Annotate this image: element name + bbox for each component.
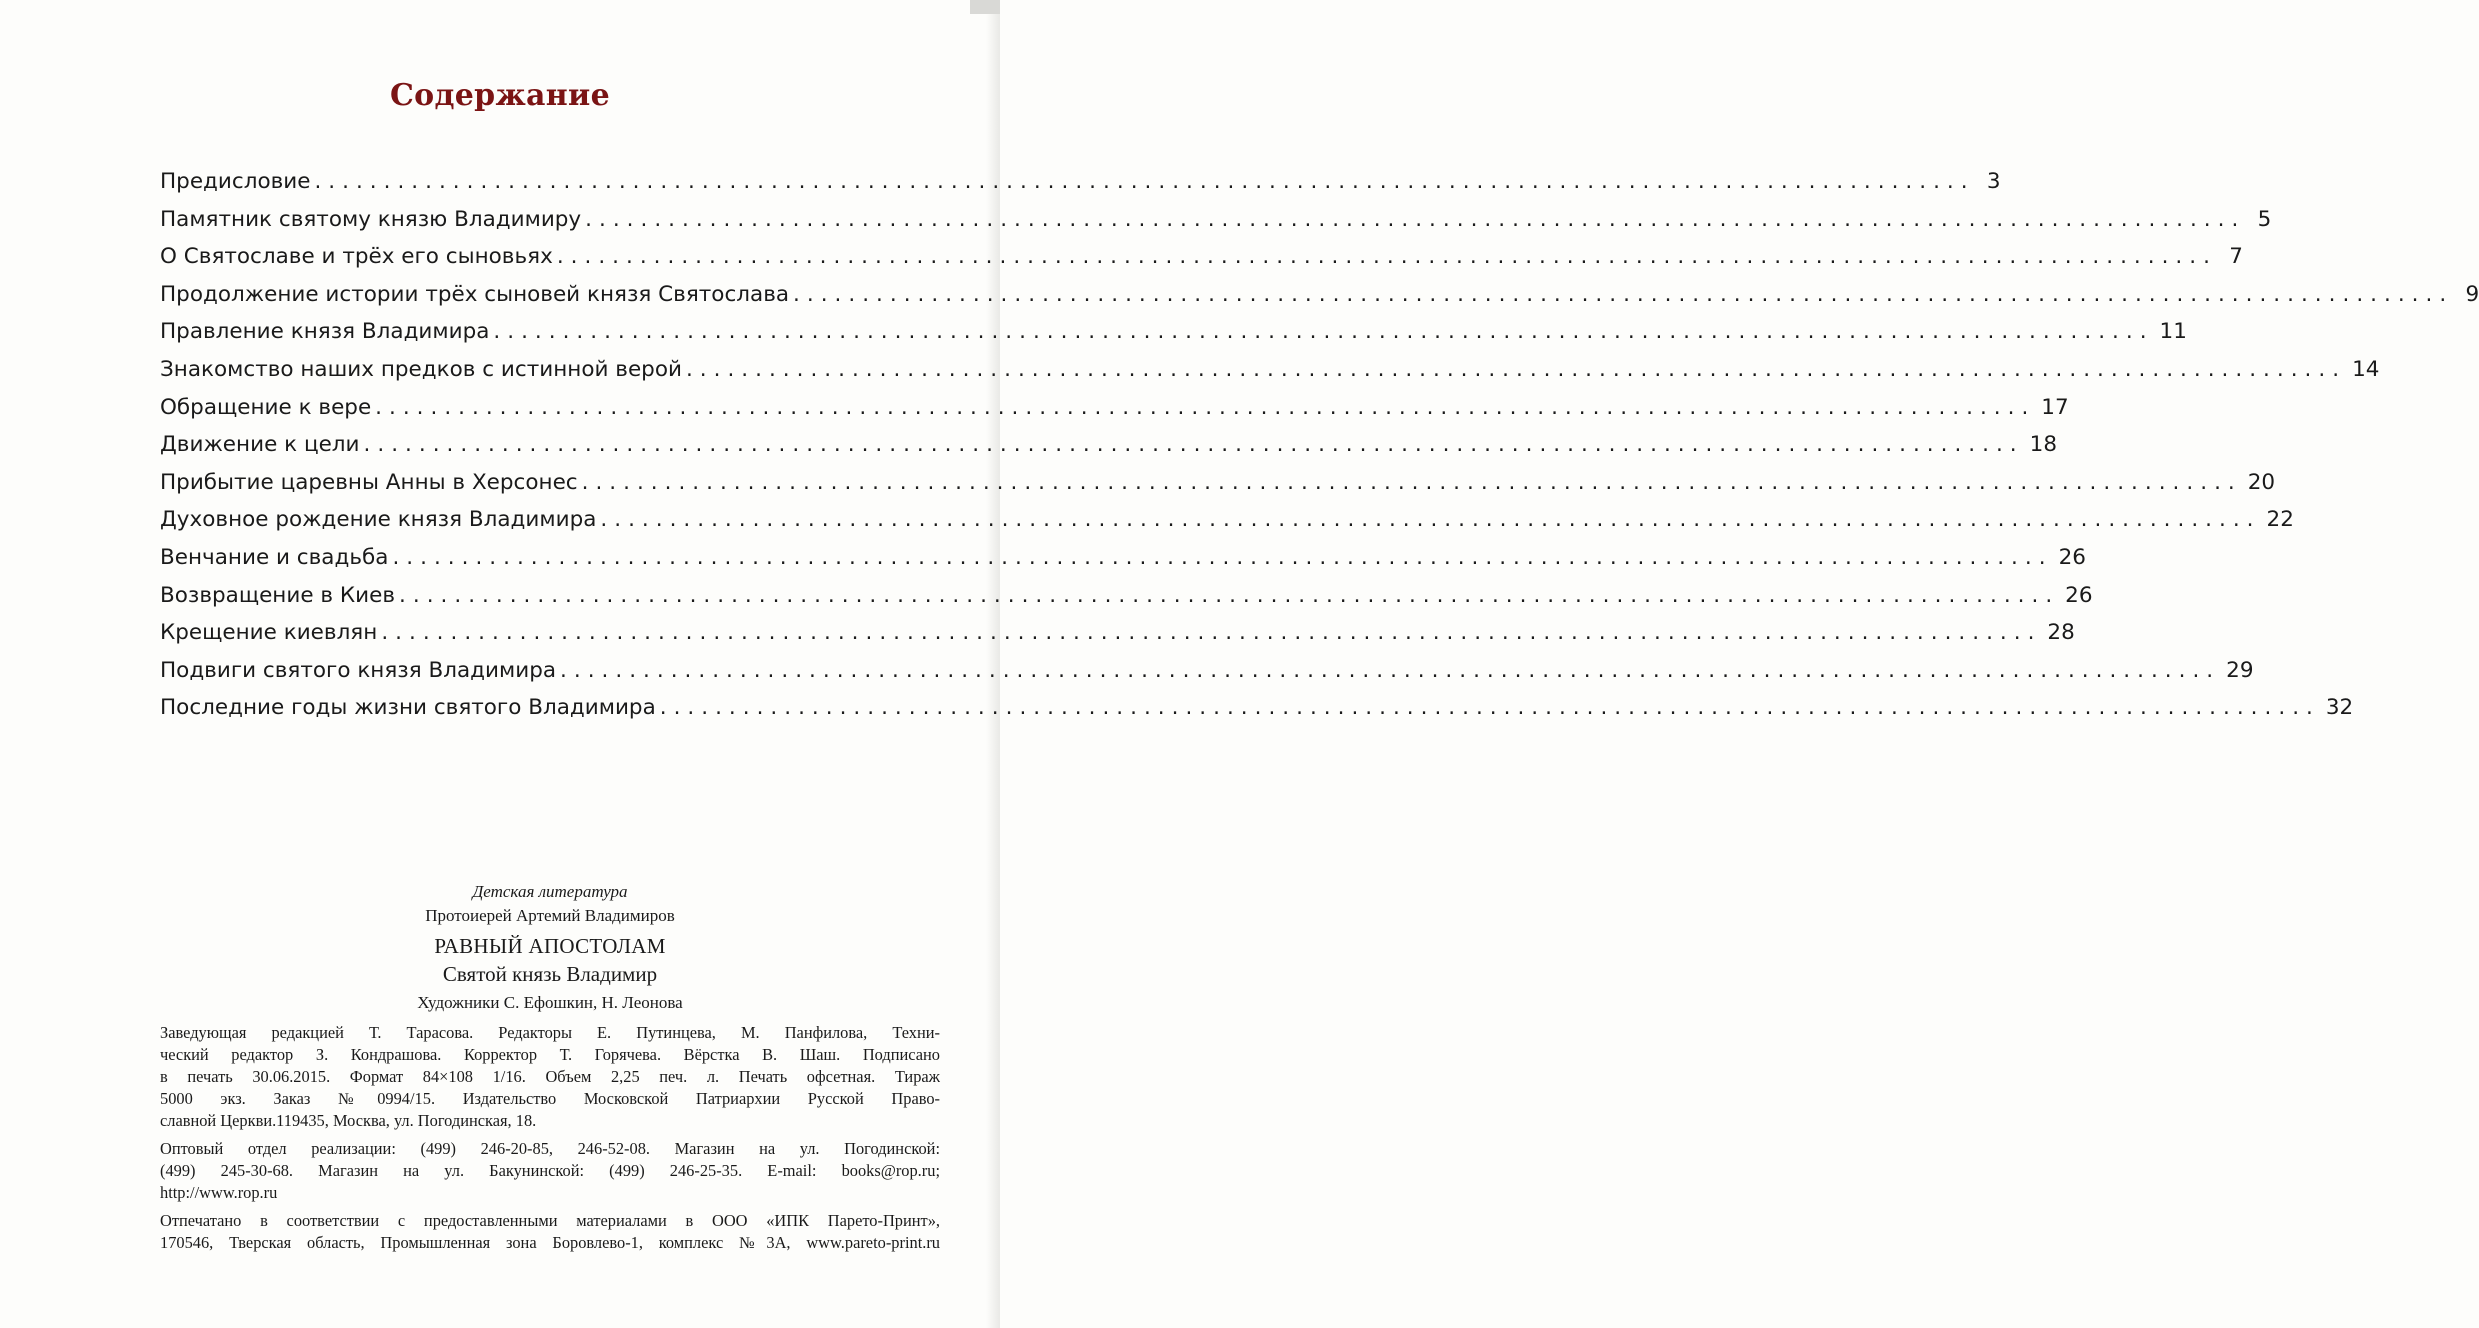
toc-entry [160, 652, 2254, 690]
book-title: РАВНЫЙ АПОСТОЛАМ [434, 934, 666, 958]
toc-entry [160, 351, 2380, 389]
toc-entry-page: 9 [2465, 281, 2479, 307]
toc-entry-title: Последние годы жизни святого Владимира [160, 695, 656, 721]
toc-entry [160, 614, 2075, 652]
toc-entry-title: Духовное рождение князя Владимира [160, 507, 597, 533]
toc-entry-page: 28 [2047, 620, 2075, 646]
author-line: Протоиерей Артемий Владимиров [425, 906, 675, 925]
toc-entry-title: О Святославе и трёх его сыновьях [160, 244, 553, 270]
toc-entry-page: 14 [2352, 356, 2380, 382]
toc-entry-title: Предисловие [160, 169, 311, 194]
series-label: Детская литература [472, 882, 628, 901]
toc-entry [160, 238, 2243, 276]
toc-entry-page: 22 [2266, 507, 2294, 533]
toc-leader-dots: ........................................................................................................................ [375, 394, 2036, 420]
sales-paragraph [160, 1138, 940, 1204]
toc-leader-dots: ........................................................................................................................ [560, 657, 2221, 683]
imprint-line: в печать 30.06.2015. Формат 84×108 1/16. Объем 2,25 печ. л. Печать офсетная. Тираж [160, 1067, 940, 1086]
toc-leader-dots: ........................................................................................................................ [793, 281, 2454, 307]
toc-entry-title: Обращение к вере [160, 394, 372, 420]
toc-entry-page: 17 [2041, 394, 2069, 420]
toc-leader-dots: ........................................................................................................................ [363, 432, 2024, 458]
toc-entry [160, 389, 2069, 427]
toc-entry-page: 32 [2325, 695, 2354, 721]
toc-leader-dots: ........................................................................................................................ [399, 582, 2060, 608]
toc-leader-dots: ........................................................................................................................ [659, 695, 2320, 721]
toc-leader-dots: ........................................................................................................................ [381, 620, 2042, 646]
toc-entry-title: Движение к цели [160, 432, 360, 458]
imprint-line: ческий редактор З. Кондрашова. Корректор Т. Горячева. Вёрстка В. Шаш. Подписано [160, 1045, 940, 1064]
toc-entry-title: Прибытие царевны Анны в Херсонес [160, 469, 578, 495]
toc-leader-dots: ........................................................................................................................ [493, 319, 2154, 345]
toc-entry [160, 163, 2001, 201]
toc-entry-title: Венчание и свадьба [160, 544, 389, 570]
imprint-line: Заведующая редакцией Т. Тарасова. Редакторы Е. Путинцева, М. Панфилова, Техни- [160, 1023, 940, 1042]
book-subtitle: Святой князь Владимир [442, 962, 658, 986]
toc-entry [160, 276, 2479, 314]
toc-entry-page: 26 [2065, 582, 2093, 608]
contents-title: Содержание [390, 78, 610, 113]
imprint-line: 170546, Тверская область, Промышленная зона Боровлево-1, комплекс №3А, www.pareto-print.ru [160, 1233, 940, 1252]
toc-entry-page: 3 [1986, 169, 2001, 194]
imprint-line: Отпечатано в соответствии с предоставленными материалами в ООО «ИПК Парето-Принт», [160, 1211, 940, 1230]
imprint-line: Оптовый отдел реализации: (499) 246-20-85, 246-52-08. Магазин на ул. Погодинской: [160, 1139, 940, 1158]
toc-leader-dots: ........................................................................................................................ [600, 507, 2261, 533]
toc-leader-dots: ........................................................................................................................ [685, 356, 2347, 382]
toc-leader-dots: ........................................................................................................................ [585, 206, 2246, 232]
toc-leader-dots: ........................................................................................................................ [314, 169, 1975, 194]
toc-entry-title: Крещение киевлян [160, 620, 378, 646]
toc-entry-page: 5 [2257, 206, 2272, 232]
table-of-contents [160, 163, 2479, 727]
editorial-paragraph [160, 1022, 940, 1132]
toc-entry [160, 577, 2093, 615]
imprint-line: http://www.rop.ru [160, 1183, 278, 1202]
toc-entry-page: 20 [2247, 469, 2276, 495]
page-corner [970, 0, 1000, 14]
toc-entry-title: Правление князя Владимира [160, 319, 490, 345]
toc-entry-page: 29 [2226, 657, 2254, 683]
toc-entry [160, 426, 2057, 464]
toc-leader-dots: ........................................................................................................................ [392, 544, 2053, 570]
toc-entry-page: 7 [2229, 244, 2243, 270]
imprint-line: 5000 экз. Заказ №0994/15. Издательство Московской Патриархии Русской Право- [160, 1089, 940, 1108]
toc-entry-page: 26 [2058, 544, 2086, 570]
toc-leader-dots: ........................................................................................................................ [581, 469, 2242, 495]
imprint-line: славной Церкви.119435, Москва, ул. Погодинская, 18. [160, 1111, 537, 1130]
artists-line: Художники С. Ефошкин, Н. Леонова [417, 993, 683, 1012]
toc-entry [160, 689, 2354, 727]
toc-entry-title: Продолжение истории трёх сыновей князя Святослава [160, 281, 790, 307]
imprint-line: (499) 245-30-68. Магазин на ул. Бакунинской: (499) 246-25-35. E-mail: books@rop.ru; [160, 1161, 940, 1180]
toc-entry [160, 501, 2294, 539]
toc-entry [160, 313, 2187, 351]
toc-entry-title: Памятник святому князю Владимиру [160, 206, 582, 232]
toc-entry-title: Подвиги святого князя Владимира [160, 657, 557, 683]
toc-entry-title: Возвращение в Киев [160, 582, 396, 608]
toc-entry-page: 11 [2159, 319, 2187, 345]
toc-entry-title: Знакомство наших предков с истинной верой [160, 356, 682, 382]
toc-entry [160, 539, 2086, 577]
toc-entry-page: 18 [2029, 432, 2057, 458]
toc-entry [160, 464, 2276, 502]
imprint-block [160, 880, 940, 1254]
toc-leader-dots: ........................................................................................................................ [556, 244, 2217, 270]
printer-paragraph [160, 1210, 940, 1254]
toc-entry [160, 201, 2272, 239]
